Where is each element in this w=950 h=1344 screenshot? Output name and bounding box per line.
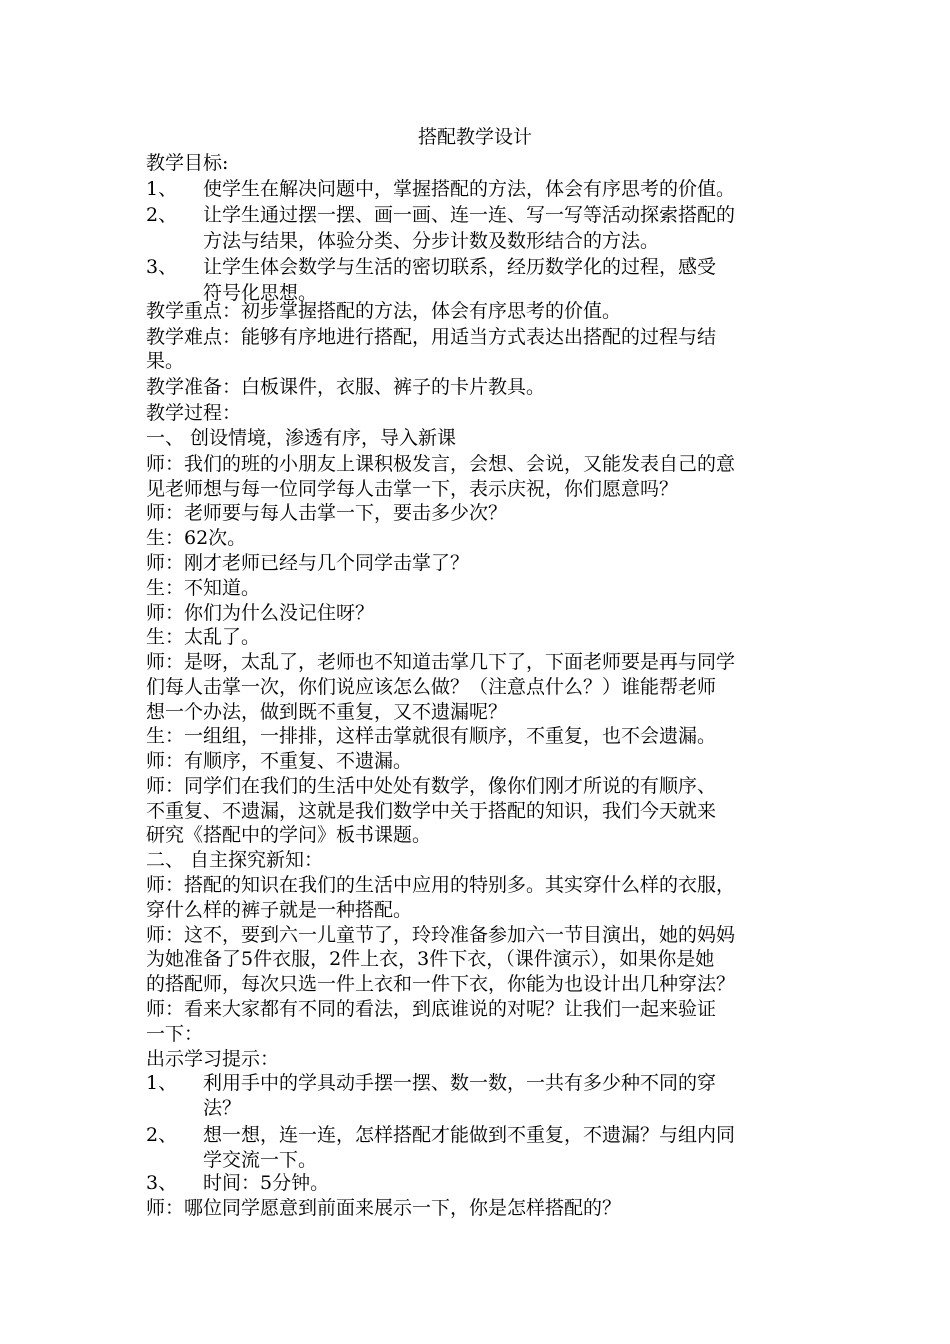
goal-text-continued: 符号化思想。: [203, 282, 318, 304]
tip-text: 利用手中的学具动手摆一摆、数一数，一共有多少种不同的穿: [203, 1072, 717, 1094]
dialog-line: 师：我们的班的小朋友上课积极发言，会想、会说，又能发表自己的意: [146, 453, 736, 475]
dialog-line: 师：看来大家都有不同的看法，到底谁说的对呢？让我们一起来验证: [146, 998, 717, 1020]
goals-heading: 教学目标:: [146, 152, 229, 174]
dialog-line: 不重复、不遗漏，这就是我们数学中关于搭配的知识，我们今天就来: [146, 800, 717, 822]
difficulty-continued: 果。: [146, 350, 185, 372]
dialog-line: 师：老师要与每人击掌一下，要击多少次？: [146, 502, 508, 524]
tip-text-continued: 学交流一下。: [203, 1149, 318, 1171]
document-title: 搭配教学设计: [417, 126, 532, 148]
tip-number: 1、: [146, 1072, 178, 1094]
dialog-line: 生：太乱了。: [146, 626, 261, 648]
goal-text: 使学生在解决问题中，掌握搭配的方法，体会有序思考的价值。: [203, 178, 736, 200]
difficulty: 教学难点：能够有序地进行搭配，用适当方式表达出搭配的过程与结: [146, 326, 717, 348]
tip-text-continued: 法？: [203, 1097, 242, 1119]
section-heading-1: 一、 创设情境，渗透有序，导入新课: [146, 427, 457, 449]
dialog-line: 师：你们为什么没记住呀？: [146, 602, 375, 624]
dialog-line: 生：不知道。: [146, 577, 261, 599]
dialog-line: 师：同学们在我们的生活中处处有数学，像你们刚才所说的有顺序、: [146, 775, 717, 797]
key-point: 教学重点：初步掌握搭配的方法，体会有序思考的价值。: [146, 300, 622, 322]
goal-number: 1、: [146, 178, 178, 200]
dialog-line: 师：有顺序，不重复、不遗漏。: [146, 750, 413, 772]
dialog-line: 师：搭配的知识在我们的生活中应用的特别多。其实穿什么样的衣服，: [146, 874, 736, 896]
dialog-line: 师：哪位同学愿意到前面来展示一下，你是怎样搭配的？: [146, 1197, 622, 1219]
goal-number: 3、: [146, 256, 178, 278]
section-heading-2: 二、 自主探究新知：: [146, 849, 324, 871]
tips-heading: 出示学习提示：: [146, 1048, 280, 1070]
goal-number: 2、: [146, 204, 178, 226]
goal-text: 让学生体会数学与生活的密切联系，经历数学化的过程，感受: [203, 256, 717, 278]
tip-text: 想一想，连一连，怎样搭配才能做到不重复，不遗漏？与组内同: [203, 1124, 736, 1146]
dialog-line: 师：刚才老师已经与几个同学击掌了？: [146, 552, 470, 574]
process-heading: 教学过程：: [146, 402, 242, 424]
dialog-line: 见老师想与每一位同学每人击掌一下，表示庆祝，你们愿意吗？: [146, 478, 679, 500]
tip-number: 2、: [146, 1124, 178, 1146]
goal-text: 让学生通过摆一摆、画一画、连一连、写一写等活动探索搭配的: [203, 204, 736, 226]
dialog-line: 生：62次。: [146, 527, 247, 549]
dialog-line: 生：一组组，一排排，这样击掌就很有顺序，不重复，也不会遗漏。: [146, 725, 717, 747]
dialog-line: 一下：: [146, 1023, 204, 1045]
preparation: 教学准备：白板课件，衣服、裤子的卡片教具。: [146, 376, 546, 398]
dialog-line: 为她准备了5件衣服，2件上衣，3件下衣，（课件演示），如果你是她: [146, 948, 715, 970]
dialog-line: 们每人击掌一次，你们说应该怎么做？（注意点什么？）谁能帮老师: [146, 676, 717, 698]
dialog-line: 研究《搭配中的学问》板书课题。: [146, 824, 432, 846]
tip-text: 时间：5分钟。: [203, 1172, 330, 1194]
dialog-line: 师：是呀，太乱了，老师也不知道击掌几下了，下面老师要是再与同学: [146, 651, 736, 673]
dialog-line: 想一个办法，做到既不重复，又不遗漏呢？: [146, 701, 508, 723]
dialog-line: 师：这不，要到六一儿童节了，玲玲准备参加六一节目演出，她的妈妈: [146, 924, 736, 946]
tip-number: 3、: [146, 1172, 178, 1194]
goal-text-continued: 方法与结果，体验分类、分步计数及数形结合的方法。: [203, 230, 660, 252]
dialog-line: 穿什么样的裤子就是一种搭配。: [146, 899, 413, 921]
dialog-line: 的搭配师，每次只选一件上衣和一件下衣，你能为也设计出几种穿法？: [146, 973, 736, 995]
